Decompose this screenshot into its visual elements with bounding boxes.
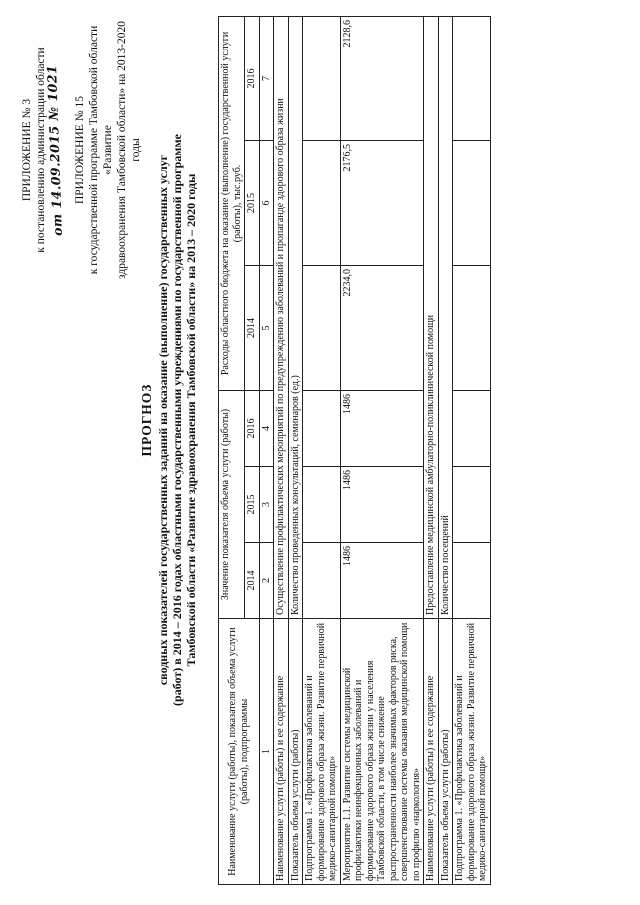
value-cell: 1486 [340,543,424,619]
row-label: Наименование услуги (работы) и ее содержание [274,619,289,885]
value-cell: 1486 [340,467,424,543]
row-label: Наименование услуги (работы) и ее содержание [424,619,439,885]
table-row [303,16,341,884]
row-label: Показатель объема услуги (работы) [438,619,453,885]
table-row [424,16,439,884]
year-cell: 2015 [245,467,260,543]
title-line-3: Тамбовской области «Развитие здравоохранения Тамбовской области» на 2013 – 2020 годы [184,173,198,667]
appendix-15-subtitle-2: здравоохранения Тамбовской области» на 2013-2020 годы [116,21,142,279]
year-cell: 2014 [245,543,260,619]
indicator-text: Количество посещений [438,16,453,618]
year-cell: 2016 [245,16,260,140]
subprogram-label: Подпрограмма 1. «Профилактика заболеваний и формирование здорового образа жизни. Развитие первичной медико-санитарной помощи» [453,619,491,885]
appendix-header [20,10,143,290]
appendix-3-subtitle: к постановлению администрации области [35,47,47,253]
header-costs: Расходы областного бюджета на оказание (выполнение) государственной услуги (работы), тыс.руб. [219,16,245,390]
value-cell: 2128,6 [340,16,424,140]
subprogram-label: Подпрограмма 1. «Профилактика заболеваний и формирование здорового образа жизни. Развитие первичной медико-санитарной помощи» [303,619,341,885]
service-name-text: Осуществление профилактических мероприятий по предупреждению заболеваний и пропаганде здорового образа жизни [274,16,289,618]
year-cell: 2014 [245,265,260,390]
header-volume: Значение показателя объема услуги (работы) [219,390,245,618]
value-cell: 1486 [340,390,424,466]
forecast-table [218,16,491,885]
table-row [438,16,453,884]
table-header-row [219,16,245,884]
appendix-15-subtitle-1: к государственной программе Тамбовской области «Развитие [88,25,114,275]
col-number: 1 [259,619,274,885]
col-number: 7 [259,16,274,140]
service-name-text: Предоставление медицинской амбулаторно-поликлинической помощи [424,16,439,618]
table-row [274,16,289,884]
value-cell: 2234,0 [340,265,424,390]
title-main: ПРОГНОЗ [139,383,154,457]
appendix-15-title: ПРИЛОЖЕНИЕ № 15 [74,96,86,205]
title-line-1: сводных показателей государственных заданий на оказание (выполнение) государственных услуг [156,154,170,686]
col-number: 2 [259,543,274,619]
value-cell: 2176,5 [340,140,424,265]
document-title [140,30,198,810]
header-name: Наименование услуги (работы), показателя объема услуги (работы), подпрограммы [219,619,260,885]
year-cell: 2016 [245,390,260,466]
handwritten-date-number: от 14.09.2015 № 1021 [44,64,65,236]
col-number: 5 [259,265,274,390]
col-number: 6 [259,140,274,265]
col-number: 3 [259,467,274,543]
indicator-text: Количество проведенных консультаций, семинаров (ед.) [288,16,303,618]
table-row [453,16,491,884]
col-number: 4 [259,390,274,466]
column-number-row [259,16,274,884]
table-row [340,16,424,884]
row-label: Показатель объема услуги (работы) [288,619,303,885]
table-row [288,16,303,884]
title-line-2: (работ) в 2014 – 2016 годах областными государственными учреждениями по государственной программе [170,134,184,706]
year-cell: 2015 [245,140,260,265]
appendix-3-title: ПРИЛОЖЕНИЕ № 3 [21,98,33,202]
measure-label: Мероприятие 1.1. Развитие системы медицинской профилактики неинфекционных заболеваний и формирование здорового образа жизни у населения Тамбовской области, в том числе снижение распространенности наиболее значимых факторов риска, совершенствование системы оказания медицинской помощи по профилю «наркология» [340,619,424,885]
